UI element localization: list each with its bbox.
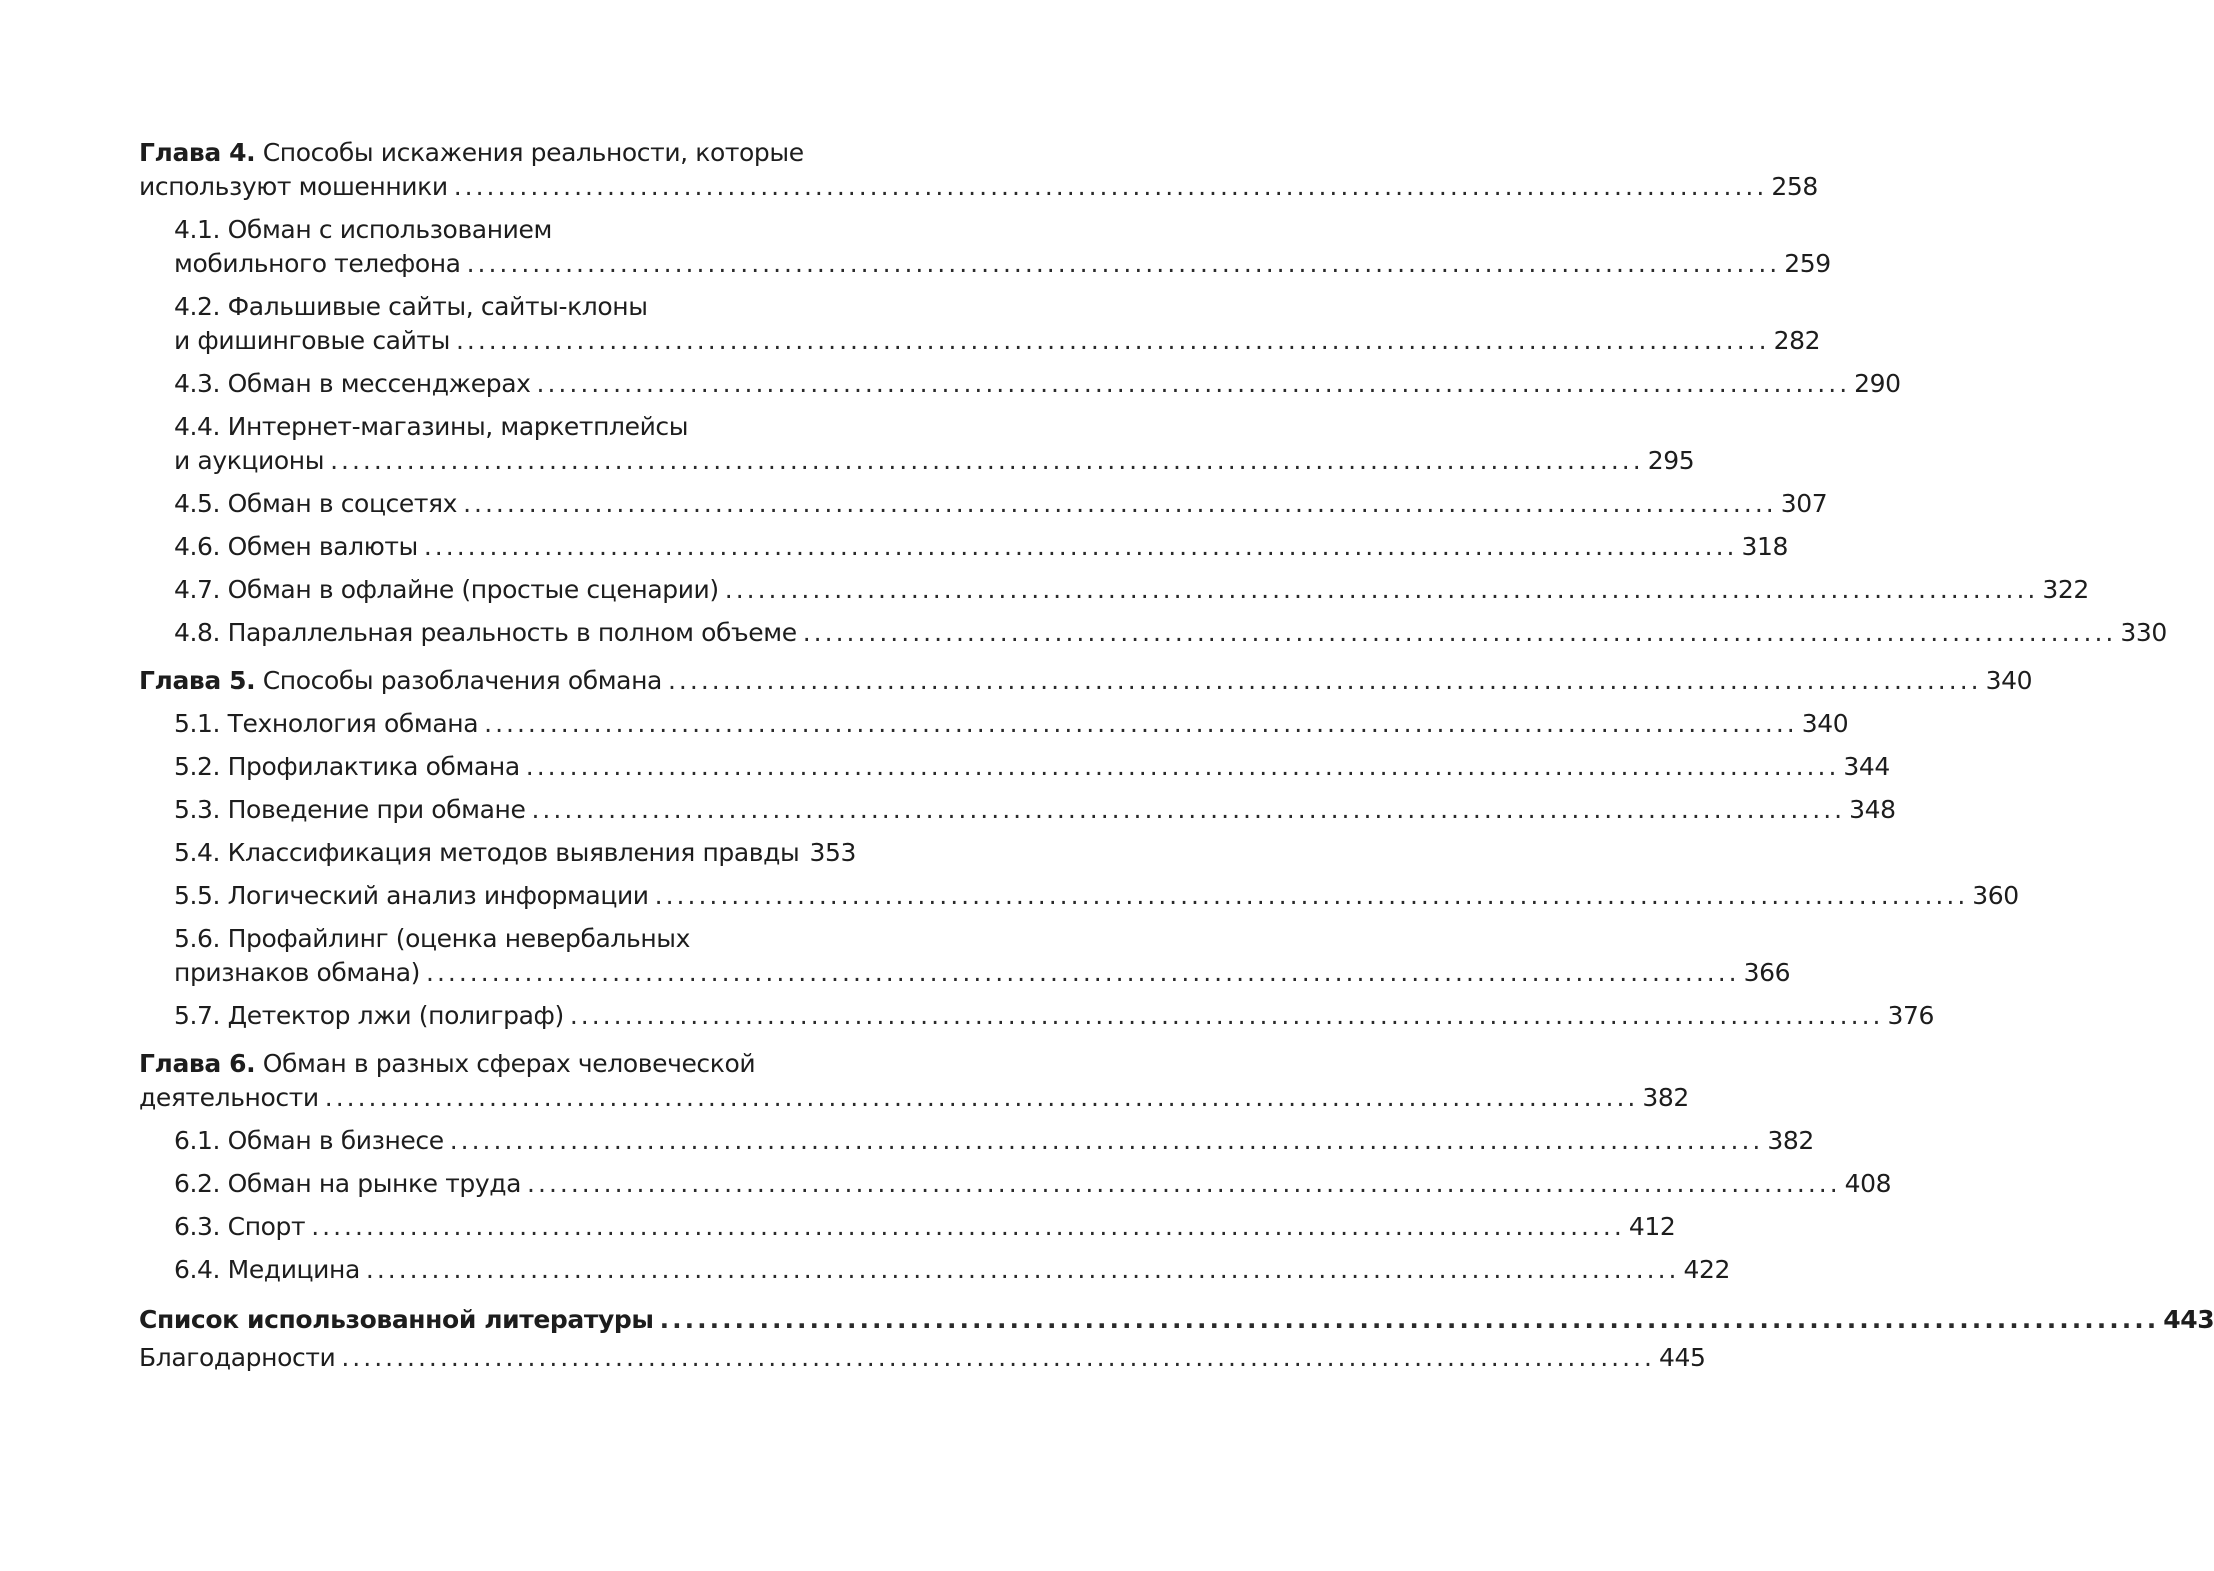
toc-chapter-5 [139,664,2033,698]
chapter-title-cont: деятельности [139,1083,319,1112]
chapter-label: Глава 5. [139,666,256,695]
toc-chapter-4-line1 [139,136,856,170]
toc-chapter-6-row [139,1081,1689,1115]
toc-section-4-1 [139,213,1831,281]
page-number: 259 [1784,249,1831,278]
page-number: 382 [1642,1083,1689,1112]
page-number: 318 [1741,532,1789,561]
section-title: 6.2. Обман на рынке труда [174,1169,522,1198]
toc-section-5-2 [139,750,1890,784]
chapter-heading [139,664,662,698]
dot-leader: ........................................................................................................................ [802,618,2117,647]
page-number: 382 [1767,1126,1814,1155]
toc-section-6-1 [139,1124,1814,1158]
toc-section-5-3 [139,793,1896,827]
dot-leader: ........................................................................................................................ [311,1212,1625,1241]
dot-leader: ........................................................................................................................ [463,489,1777,518]
section-title: 6.3. Спорт [174,1212,306,1241]
page-number: 258 [1771,172,1818,201]
toc-row [174,324,1821,358]
toc-section-6-4 [139,1253,1731,1287]
section-title-cont: мобильного телефона [174,249,461,278]
section-title: 5.5. Логический анализ информации [174,881,649,910]
dot-leader: ........................................................................................................................ [525,752,1840,781]
page-number: 282 [1773,326,1821,355]
page-number: 348 [1849,795,1896,824]
toc-section-5-5 [139,879,2019,913]
chapter-title: Обман в разных сферах человеческой [255,1049,756,1078]
dot-leader: ........................................................................................................................ [426,958,1740,987]
section-title: 4.6. Обмен валюты [174,532,418,561]
chapter-title-cont: используют мошенники [139,172,448,201]
dot-leader: ........................................................................................................................ [654,881,1969,910]
toc-section-5-6 [139,922,1791,990]
dot-leader: ........................................................................................................................ [659,1305,2160,1334]
toc-acknowledgements [139,1341,1706,1375]
page-number: 422 [1683,1255,1731,1284]
dot-leader: ........................................................................................................................ [423,532,1738,561]
section-title: 4.8. Параллельная реальность в полном объеме [174,618,797,647]
dot-leader: ........................................................................................................................ [484,709,1798,738]
section-title: 6.1. Обман в бизнесе [174,1126,444,1155]
toc-row [174,444,1695,478]
dot-leader: ........................................................................................................................ [341,1343,1655,1372]
toc-references [139,1303,2214,1337]
toc-chapter-4-row [139,170,1818,204]
toc-section-4-7 [139,573,2089,607]
dot-leader: ........................................................................................................................ [531,795,1846,824]
chapter-title: Способы искажения реальности, которые [255,138,804,167]
section-title: 5.2. Профилактика обмана [174,752,520,781]
toc-section-4-6 [139,530,1789,564]
page-number: 322 [2042,575,2089,604]
page-number: 366 [1743,958,1791,987]
toc-section-4-3 [139,367,1901,401]
toc-section-5-7 [139,999,1935,1033]
dot-leader: ........................................................................................................................ [569,1001,1884,1030]
dot-leader: ........................................................................................................................ [365,1255,1680,1284]
dot-leader: ........................................................................................................................ [667,666,1982,695]
section-title: 4.1. Обман с использованием [174,215,552,244]
chapter-label: Глава 4. [139,138,256,167]
references-title: Список использованной литературы [139,1305,654,1334]
section-title: 5.6. Профайлинг (оценка невербальных [174,924,691,953]
page-number: 290 [1854,369,1901,398]
acknowledgements-title: Благодарности [139,1343,336,1372]
dot-leader: ........................................................................................................................ [466,249,1781,278]
section-title-cont: и фишинговые сайты [174,326,450,355]
dot-leader: ........................................................................................................................ [724,575,2039,604]
toc-section-5-1 [139,707,1849,741]
dot-leader: ........................................................................................................................ [324,1083,1639,1112]
toc-chapter-6-line1 [139,1047,856,1081]
toc-row [174,956,1791,990]
toc-chapter-6 [139,1047,1689,1115]
page-number: 307 [1780,489,1828,518]
section-title-cont: и аукционы [174,446,325,475]
section-title: 5.1. Технология обмана [174,709,479,738]
page-number: 353 [809,838,856,867]
toc-section-4-5 [139,487,1828,521]
page-number: 408 [1844,1169,1892,1198]
section-title: 5.3. Поведение при обмане [174,795,526,824]
dot-leader: ........................................................................................................................ [455,326,1770,355]
dot-leader: ........................................................................................................................ [449,1126,1764,1155]
section-title-cont: признаков обмана) [174,958,421,987]
dot-leader: ........................................................................................................................ [527,1169,1841,1198]
toc-section-4-8 [139,616,2167,650]
page-number: 295 [1647,446,1695,475]
page-number: 376 [1887,1001,1935,1030]
dot-leader: ........................................................................................................................ [536,369,1851,398]
toc-section-6-2 [139,1167,1892,1201]
dot-leader: ........................................................................................................................ [330,446,1644,475]
section-title: 4.7. Обман в офлайне (простые сценарии) [174,575,719,604]
section-title: 4.5. Обман в соцсетях [174,489,458,518]
section-title: 4.2. Фальшивые сайты, сайты-клоны [174,292,648,321]
section-title: 4.4. Интернет-магазины, маркетплейсы [174,412,689,441]
toc-chapter-4 [139,136,1818,204]
section-title: 5.4. Классификация методов выявления правды [174,838,800,867]
toc-section-4-4 [139,410,1695,478]
section-title: 5.7. Детектор лжи (полиграф) [174,1001,564,1030]
dot-leader: ........................................................................................................................ [453,172,1768,201]
page-number: 340 [1801,709,1849,738]
page-number: 445 [1658,1343,1706,1372]
table-of-contents [139,136,2214,1375]
page-number: 412 [1628,1212,1676,1241]
page-number: 443 [2163,1305,2214,1334]
page-number: 330 [2120,618,2167,647]
page-number: 344 [1843,752,1890,781]
section-title: 4.3. Обман в мессенджерах [174,369,531,398]
toc-section-6-3 [139,1210,1676,1244]
chapter-title: Способы разоблачения обмана [255,666,662,695]
page-number: 360 [1972,881,2019,910]
page-number: 340 [1985,666,2033,695]
toc-row [174,247,1831,281]
toc-section-4-2 [139,290,1821,358]
chapter-label: Глава 6. [139,1049,256,1078]
toc-section-5-4 [139,836,856,870]
section-title: 6.4. Медицина [174,1255,360,1284]
